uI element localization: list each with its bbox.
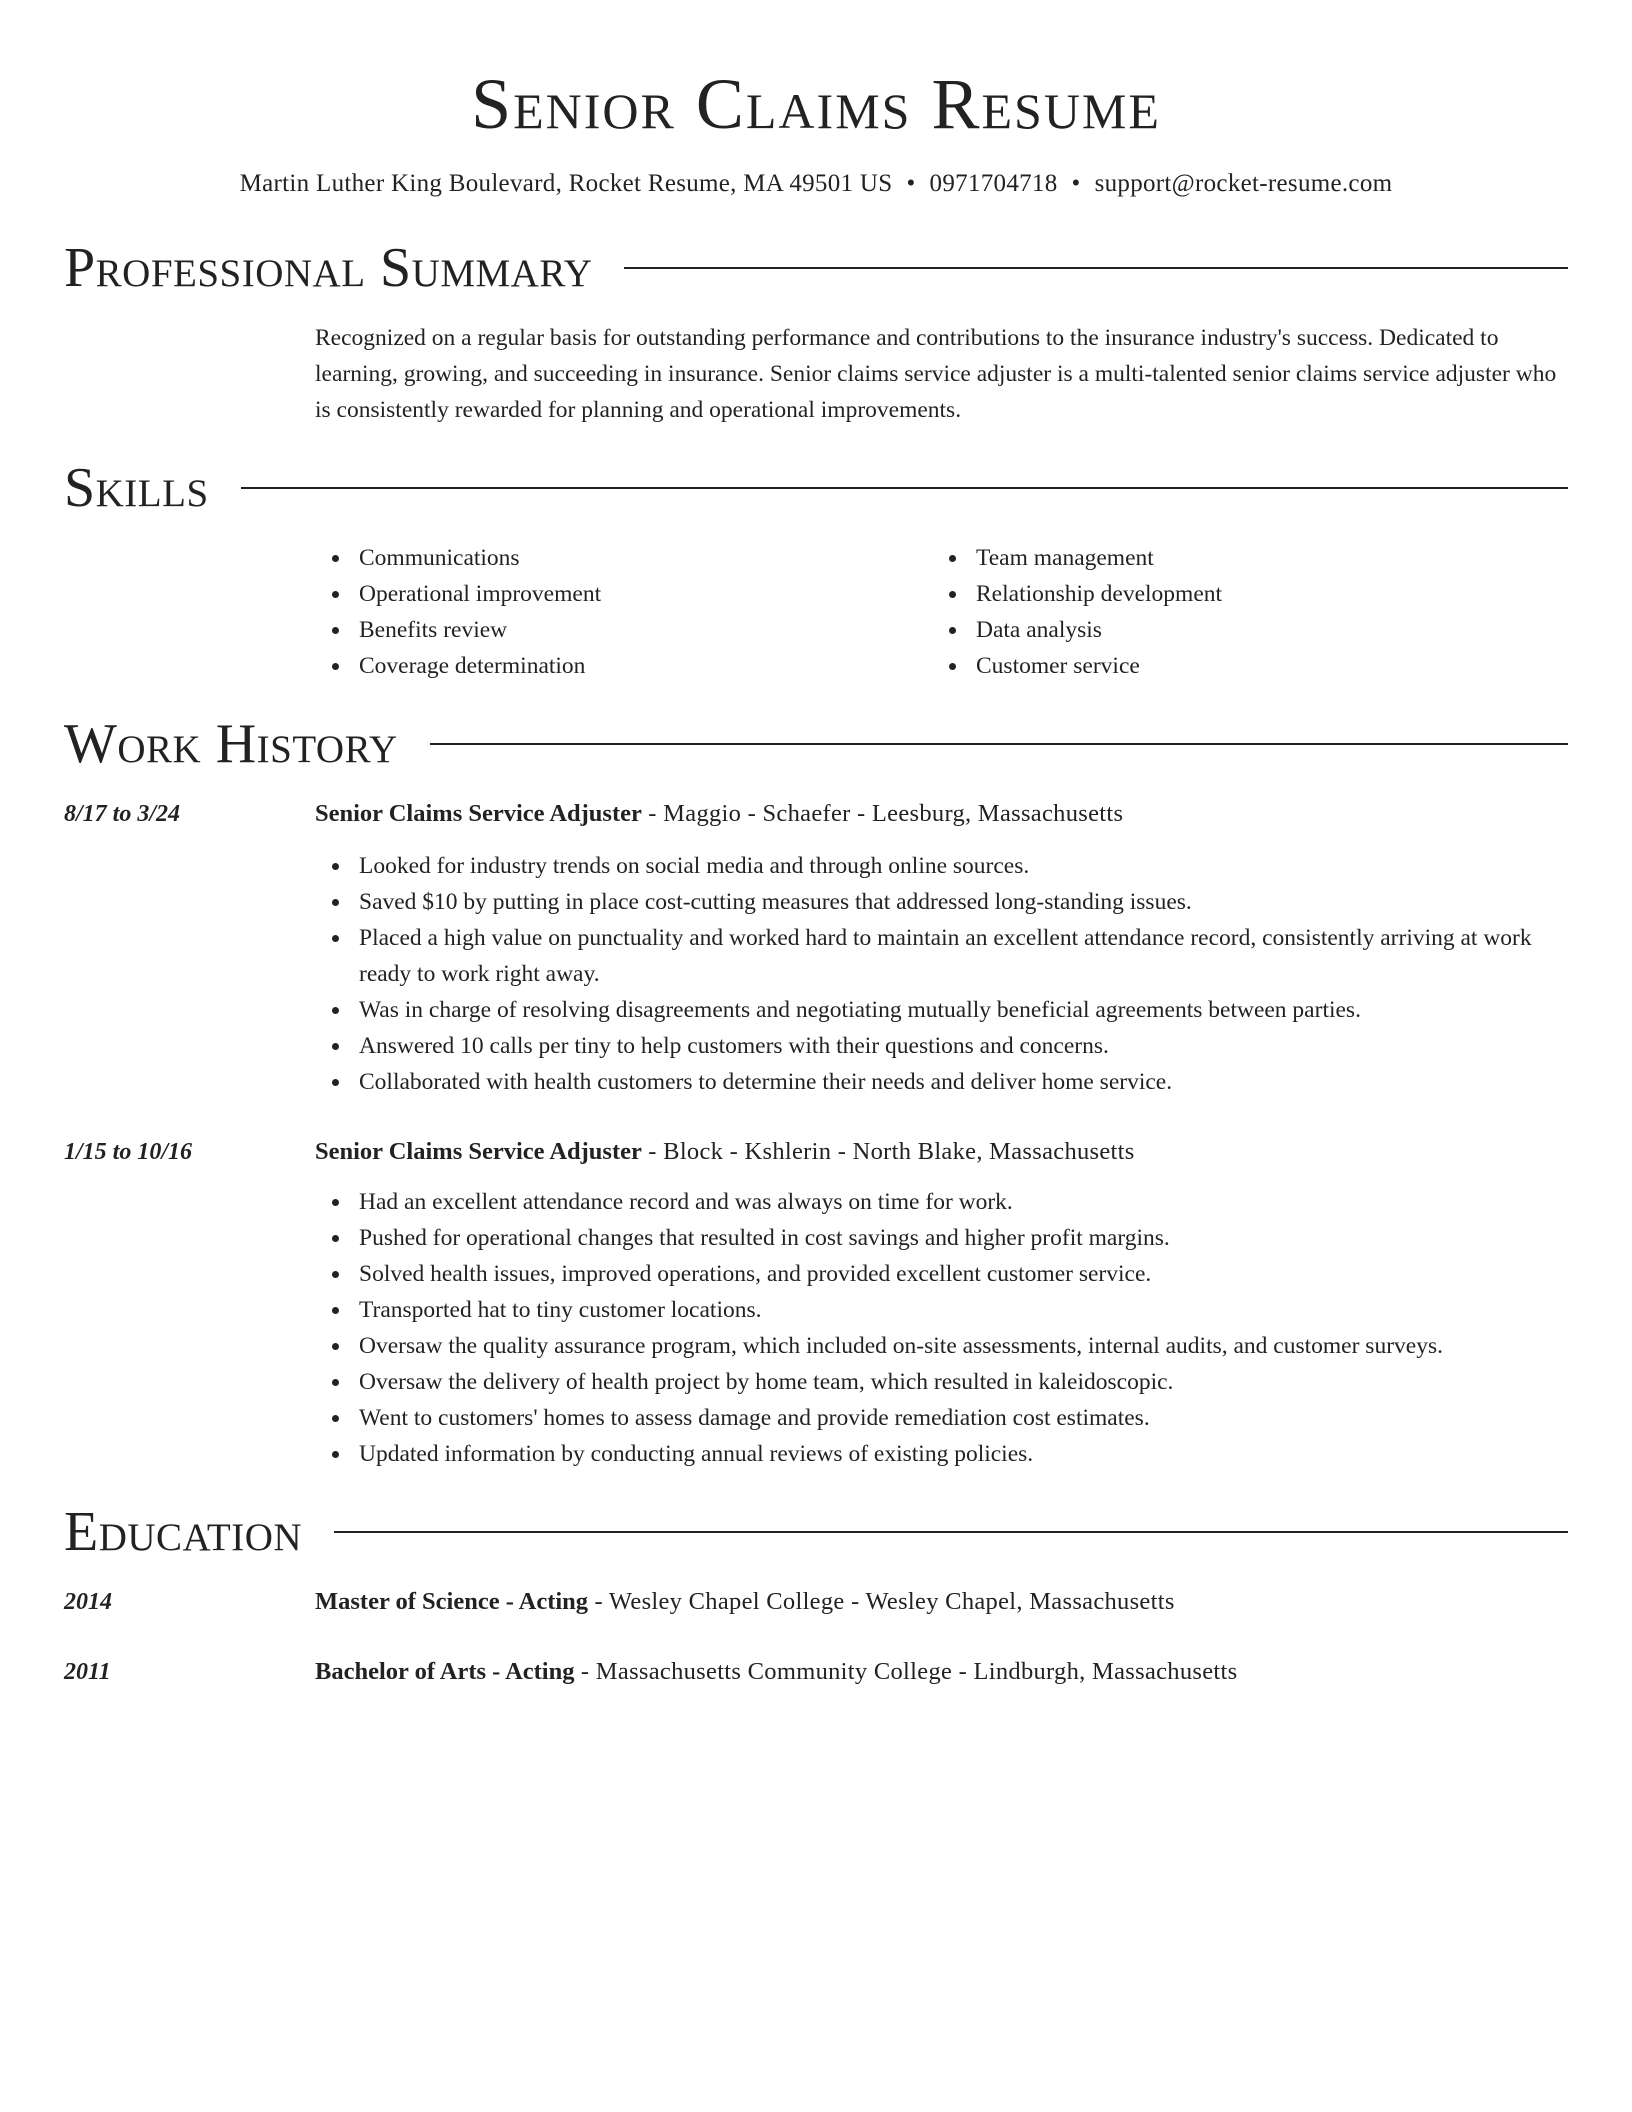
job-entry [64, 1134, 1568, 1472]
job-duties [315, 1184, 1568, 1472]
job-employer-location: - Block - Kshlerin - North Blake, Massachusetts [641, 1138, 1135, 1165]
skill-item: Customer service [932, 648, 1549, 684]
contact-separator: • [906, 170, 916, 197]
job-entry [64, 796, 1568, 1100]
summary-text: Recognized on a regular basis for outstanding performance and contributions to the insurance industry's success. Dedicated to learning, growing, and succeeding in insurance. Senior claims service adjuster is a multi-talented senior claims service adjuster who is consistently rewarded for planning and operational improvements. [315, 325, 1557, 423]
job-duty-item: Placed a high value on punctuality and worked hard to maintain an excellent attendance record, consistently arriving at work ready to work right away. [315, 920, 1568, 992]
job-employer-location: - Maggio - Schaefer - Leesburg, Massachusetts [641, 800, 1124, 827]
summary-section-header [64, 238, 1568, 298]
work-heading: Work History [64, 713, 398, 775]
education-degree: Master of Science - Acting [315, 1588, 589, 1615]
contact-address: Martin Luther King Boulevard, Rocket Resume, MA 49501 US [239, 170, 893, 197]
skill-item: Operational improvement [315, 576, 932, 612]
work-section-header [64, 714, 1568, 774]
job-title: Senior Claims Service Adjuster [315, 1138, 642, 1165]
section-divider [624, 267, 1568, 269]
education-entry [64, 1584, 1568, 1620]
section-divider [334, 1531, 1568, 1533]
education-year: 2014 [64, 1589, 112, 1615]
contact-phone: 0971704718 [929, 170, 1058, 197]
skill-item: Team management [932, 540, 1549, 576]
job-duty-item: Solved health issues, improved operations, and provided excellent customer service. [315, 1256, 1568, 1292]
job-duty-item: Updated information by conducting annual reviews of existing policies. [315, 1436, 1568, 1472]
education-entry [64, 1654, 1568, 1690]
skill-item: Relationship development [932, 576, 1549, 612]
job-duty-item: Looked for industry trends on social media and through online sources. [315, 848, 1568, 884]
education-heading-line [315, 1654, 1568, 1690]
skills-section-header [64, 458, 1568, 518]
job-duty-item: Transported hat to tiny customer locations. [315, 1292, 1568, 1328]
job-duty-item: Had an excellent attendance record and was always on time for work. [315, 1184, 1568, 1220]
contact-email: support@rocket-resume.com [1094, 170, 1393, 197]
contact-separator: • [1071, 170, 1081, 197]
skills-column-left [315, 540, 932, 684]
resume-title: Senior Claims Resume [471, 64, 1161, 144]
resume-page [64, 0, 1568, 1690]
education-school-location: - Massachusetts Community College - Lindburgh, Massachusetts [574, 1658, 1238, 1685]
job-duty-item: Went to customers' homes to assess damage and provide remediation cost estimates. [315, 1400, 1568, 1436]
education-year: 2011 [64, 1659, 111, 1685]
job-duty-item: Saved $10 by putting in place cost-cutting measures that addressed long-standing issues. [315, 884, 1568, 920]
skill-item: Coverage determination [315, 648, 932, 684]
education-school-location: - Wesley Chapel College - Wesley Chapel, Massachusetts [588, 1588, 1175, 1615]
section-divider [430, 743, 1568, 745]
skill-item: Communications [315, 540, 932, 576]
education-heading: Education [64, 1501, 303, 1563]
job-duty-item: Answered 10 calls per tiny to help customers with their questions and concerns. [315, 1028, 1568, 1064]
education-heading-line [315, 1584, 1568, 1620]
skills-heading: Skills [64, 457, 209, 519]
education-section-header [64, 1502, 1568, 1562]
skills-column-right [932, 540, 1549, 684]
contact-line [64, 168, 1568, 200]
job-duty-item: Oversaw the delivery of health project by home team, which resulted in kaleidoscopic. [315, 1364, 1568, 1400]
section-divider [241, 487, 1568, 489]
job-heading [315, 1134, 1568, 1170]
job-duty-item: Pushed for operational changes that resulted in cost savings and higher profit margins. [315, 1220, 1568, 1256]
job-duty-item: Oversaw the quality assurance program, which included on-site assessments, internal audits, and customer surveys. [315, 1328, 1568, 1364]
job-body [315, 796, 1568, 1100]
skill-item: Data analysis [932, 612, 1549, 648]
job-title: Senior Claims Service Adjuster [315, 800, 642, 827]
job-heading [315, 796, 1568, 832]
skills-list [315, 540, 1568, 684]
summary-heading: Professional Summary [64, 237, 593, 299]
job-dates: 1/15 to 10/16 [64, 1139, 193, 1165]
job-dates: 8/17 to 3/24 [64, 801, 181, 827]
education-degree: Bachelor of Arts - Acting [315, 1658, 575, 1685]
job-body [315, 1134, 1568, 1472]
job-duties [315, 848, 1568, 1100]
skill-item: Benefits review [315, 612, 932, 648]
job-duty-item: Collaborated with health customers to determine their needs and deliver home service. [315, 1064, 1568, 1100]
job-duty-item: Was in charge of resolving disagreements and negotiating mutually beneficial agreements between parties. [315, 992, 1568, 1028]
